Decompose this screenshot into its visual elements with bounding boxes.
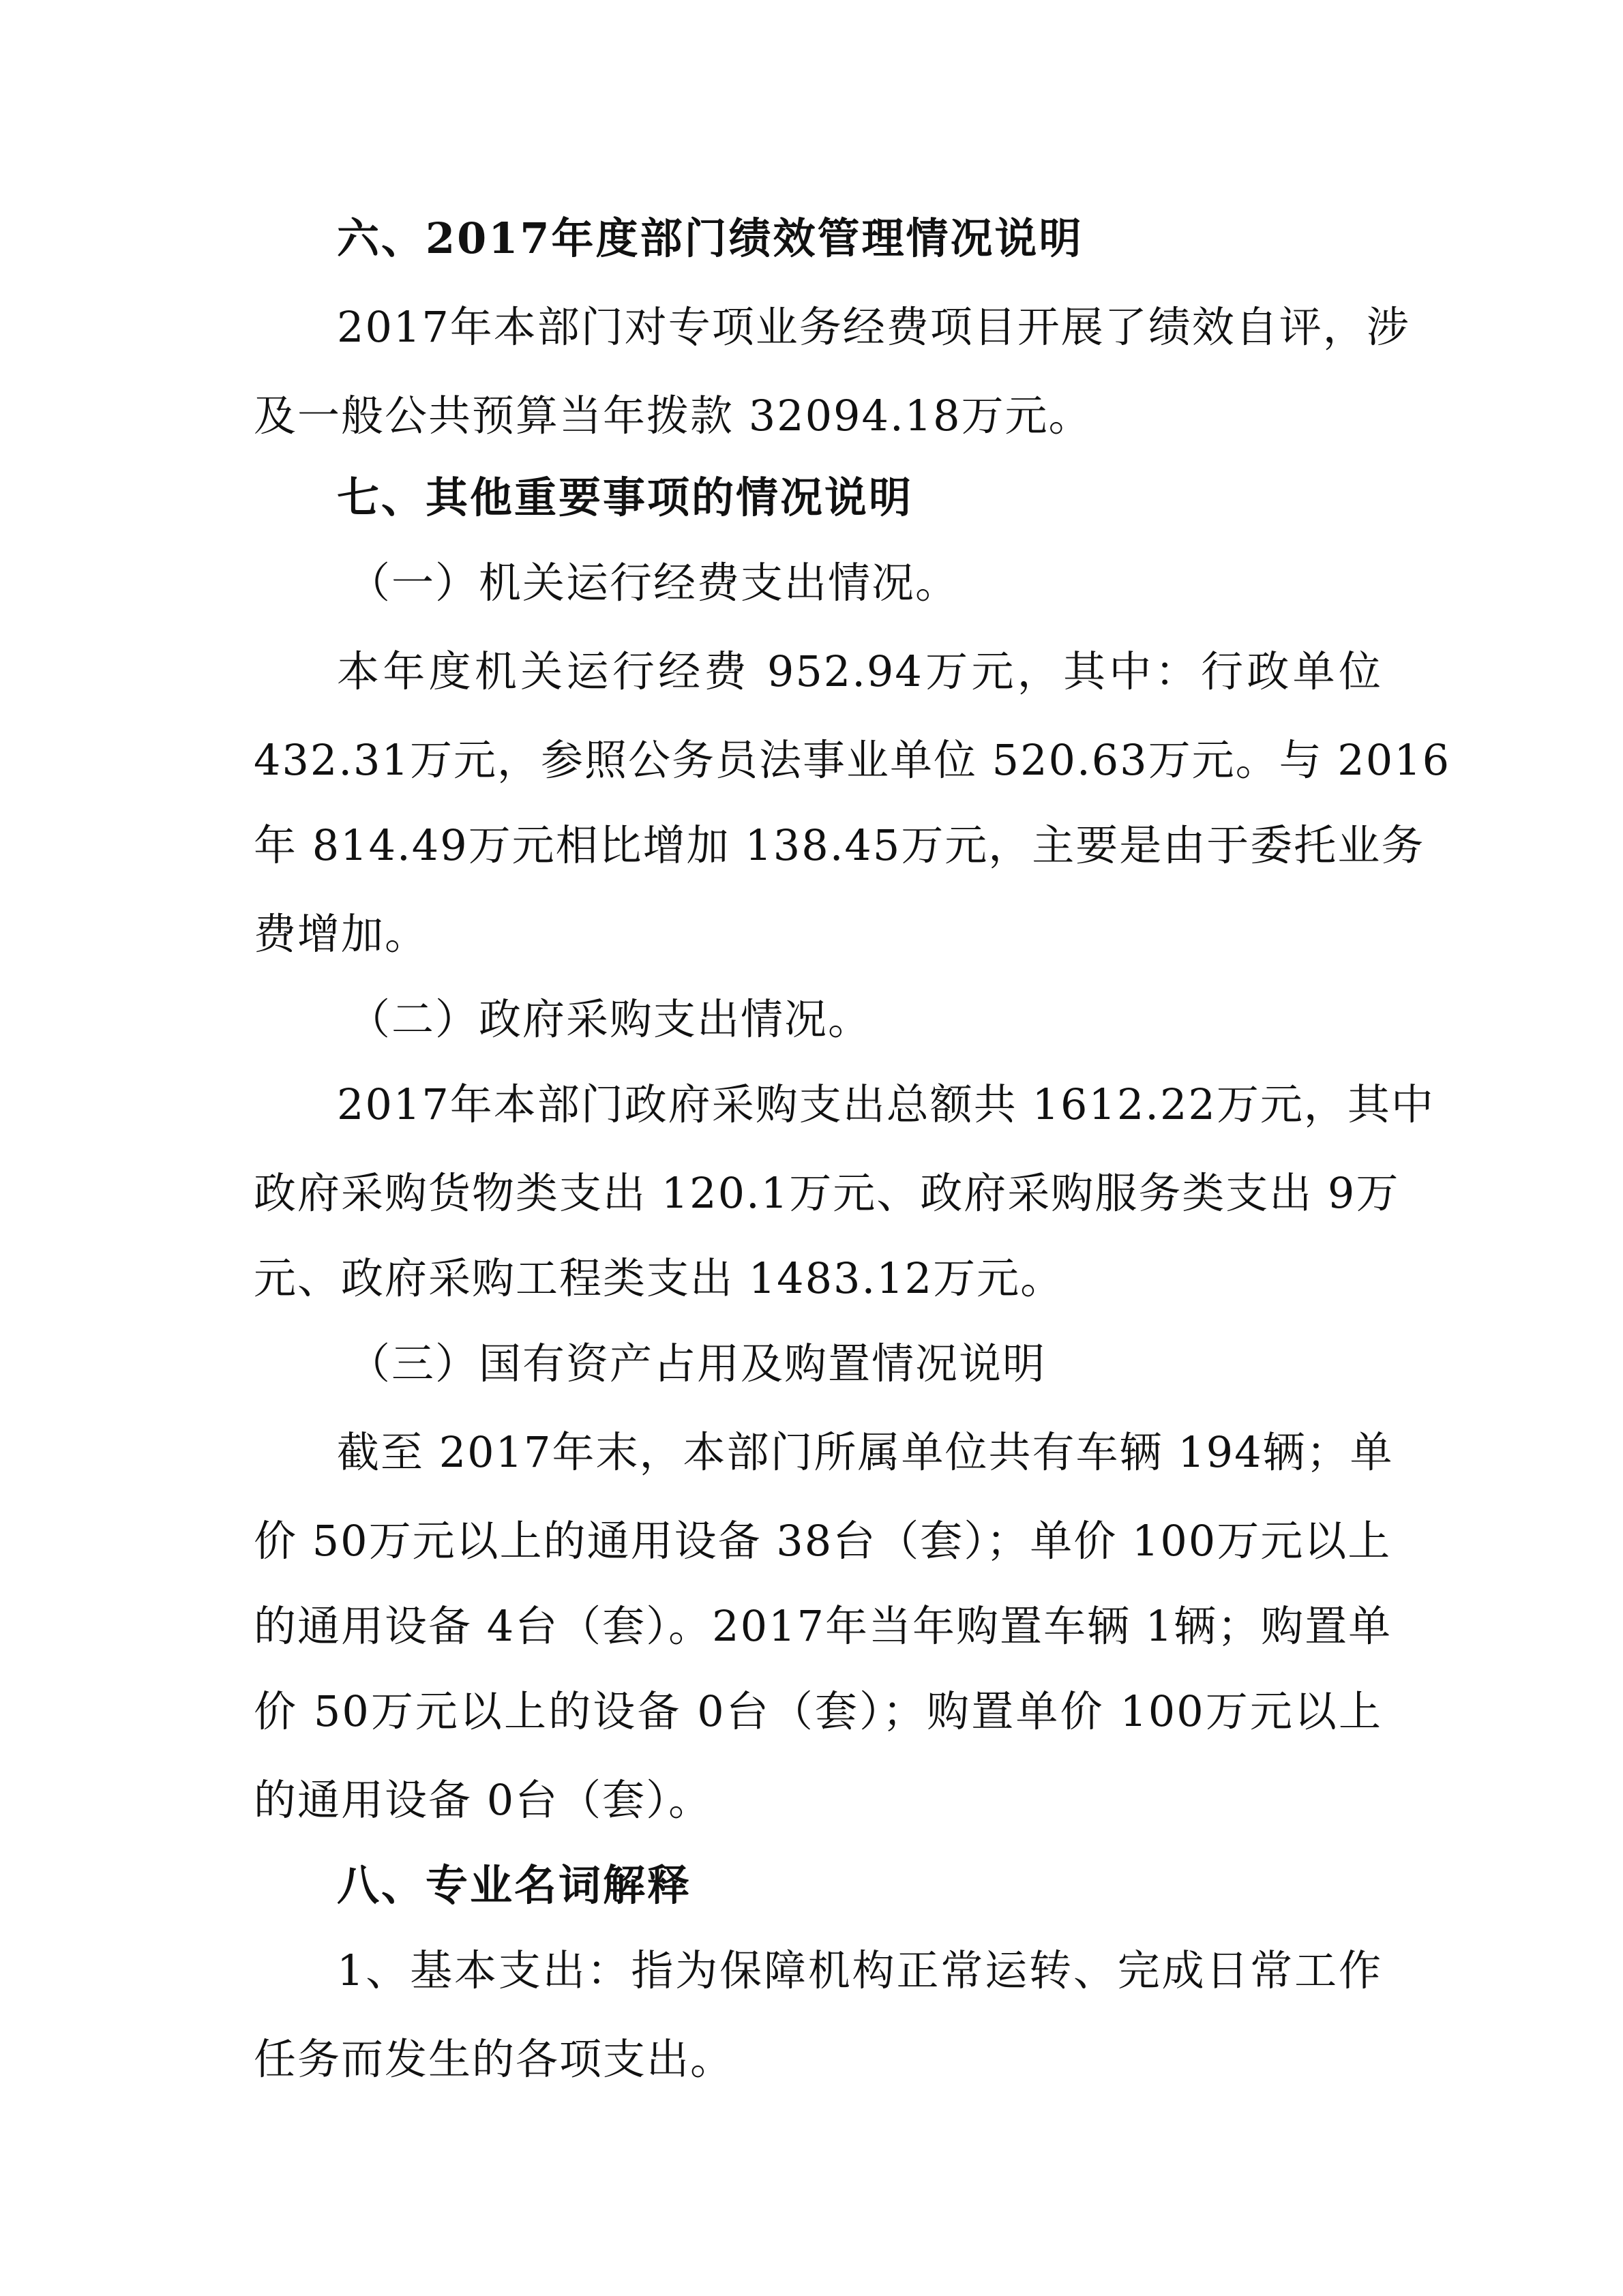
paragraph-line: 费增加。 <box>254 909 429 959</box>
paragraph-line: 的通用设备 0台（套）。 <box>254 1775 713 1825</box>
paragraph-line: 价 50万元以上的设备 0台（套）；购置单价 100万元以上 <box>254 1686 1382 1736</box>
paragraph-line: 政府采购货物类支出 120.1万元、政府采购服务类支出 9万 <box>254 1168 1400 1218</box>
paragraph-line: 截至 2017年末，本部门所属单位共有车辆 194辆；单 <box>337 1427 1394 1477</box>
paragraph-line: 任务而发生的各项支出。 <box>254 2034 734 2084</box>
paragraph-line: 2017年本部门政府采购支出总额共 1612.22万元，其中 <box>337 1079 1435 1129</box>
paragraph-line: 的通用设备 4台（套）。2017年当年购置车辆 1辆；购置单 <box>254 1601 1393 1651</box>
section-heading-other-matters: 七、其他重要事项的情况说明 <box>337 473 914 522</box>
paragraph-line: 本年度机关运行经费 952.94万元，其中：行政单位 <box>337 646 1382 696</box>
paragraph-line: 2017年本部门对专项业务经费项目开展了绩效自评，涉 <box>337 302 1410 352</box>
subsection-title-procurement: （二）政府采购支出情况。 <box>348 994 872 1044</box>
section-heading-glossary: 八、专业名词解释 <box>337 1860 692 1910</box>
paragraph-line: 年 814.49万元相比增加 138.45万元，主要是由于委托业务 <box>254 820 1425 870</box>
paragraph-line: 价 50万元以上的通用设备 38台（套）；单价 100万元以上 <box>254 1516 1392 1566</box>
paragraph-line: 432.31万元，参照公务员法事业单位 520.63万元。与 2016 <box>254 735 1451 785</box>
section-heading-performance: 六、2017年度部门绩效管理情况说明 <box>337 213 1084 263</box>
paragraph-line: 1、基本支出：指为保障机构正常运转、完成日常工作 <box>337 1945 1382 1995</box>
paragraph-line: 元、政府采购工程类支出 1483.12万元。 <box>254 1253 1064 1303</box>
subsection-title-operating-costs: （一）机关运行经费支出情况。 <box>348 558 959 608</box>
paragraph-line: 及一般公共预算当年拨款 32094.18万元。 <box>254 391 1092 441</box>
subsection-title-assets: （三）国有资产占用及购置情况说明 <box>348 1339 1047 1388</box>
